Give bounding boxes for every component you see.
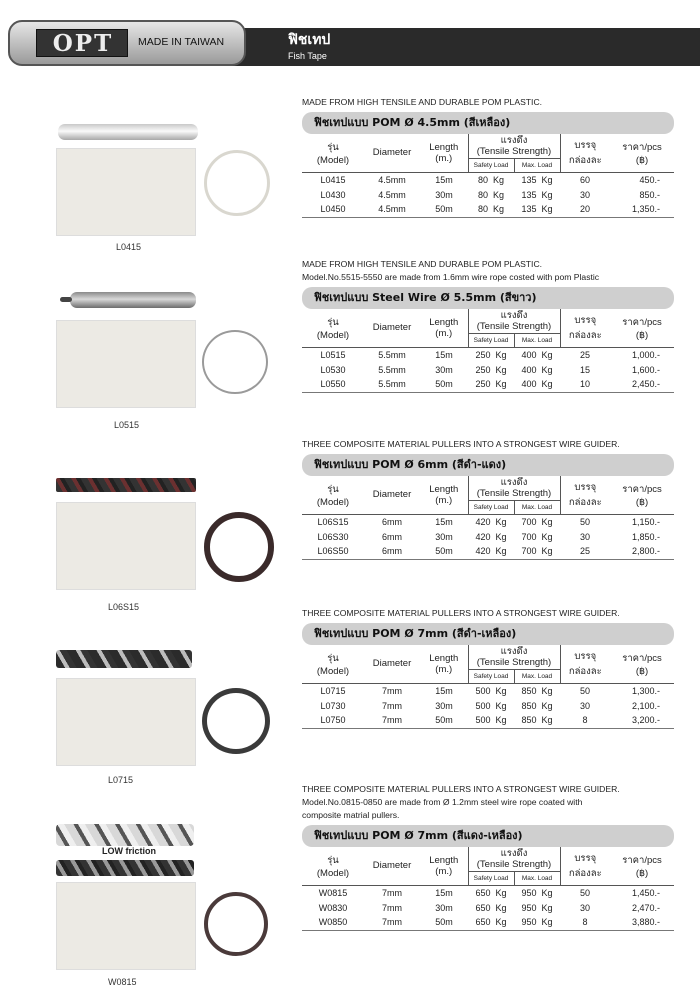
cell-model: L06S15 xyxy=(317,516,349,527)
cell-diameter: 6mm xyxy=(382,516,402,527)
cell-pack: 30 xyxy=(579,189,590,200)
col-header-pack xyxy=(560,476,610,514)
col-header-price-label: ราคา/pcs xyxy=(622,483,662,495)
cell-safety-load: 420 Kg xyxy=(475,531,507,542)
rod-illustration xyxy=(70,292,196,308)
cell-price: 2,450.- xyxy=(610,377,674,392)
col-header-tensile-th: แรงดึง xyxy=(500,847,528,859)
col-header-price-unit: (฿) xyxy=(635,329,649,341)
col-header-pack-1: บรรจุ xyxy=(574,650,597,662)
cell-max-load: 950 Kg xyxy=(521,887,553,898)
cell-model: L0715 xyxy=(320,685,346,696)
cell-price: 2,470.- xyxy=(631,902,660,913)
cell-model: W0830 xyxy=(318,902,348,913)
cell-model: W0815 xyxy=(318,887,348,898)
col-header-diameter: Diameter xyxy=(364,309,420,347)
product-image-l0515 xyxy=(56,290,276,415)
cell-max-load: 400 Kg xyxy=(521,364,553,375)
cell-safety-load: 650 Kg xyxy=(468,915,514,930)
cell-price: 2,800.- xyxy=(610,544,674,559)
col-header-price-unit: (฿) xyxy=(635,665,649,677)
col-header-price xyxy=(610,134,674,172)
cell-length: 50m xyxy=(420,544,468,559)
page-header xyxy=(8,20,700,70)
brand-plate xyxy=(8,20,246,66)
product-section xyxy=(302,607,674,729)
col-header-max-load: Max. Load xyxy=(514,158,560,172)
cell-length: 50m xyxy=(420,377,468,392)
cell-length: 15m xyxy=(435,887,453,898)
made-in-label: MADE IN TAIWAN xyxy=(138,36,225,48)
section-heading: ฟิชเทปแบบ POM Ø 4.5mm (สีเหลือง) xyxy=(302,112,674,134)
section-description: MADE FROM HIGH TENSILE AND DURABLE POM PLASTIC. xyxy=(302,259,543,269)
col-header-length-unit: (m.) xyxy=(435,327,453,339)
cell-price: 1,150.- xyxy=(631,516,660,527)
cell-safety-load: 80 Kg xyxy=(468,202,514,217)
col-header-tensile xyxy=(468,134,560,158)
col-header-tensile-th: แรงดึง xyxy=(500,645,528,657)
cell-length: 30m xyxy=(435,902,453,913)
cell-diameter: 5.5mm xyxy=(378,349,406,360)
section-description: THREE COMPOSITE MATERIAL PULLERS INTO A STRONGEST WIRE GUIDER. xyxy=(302,608,620,618)
cell-max-load: 950 Kg xyxy=(521,902,553,913)
cell-max-load: 400 Kg xyxy=(514,377,560,392)
col-header-pack-2: กล่องละ xyxy=(568,867,602,879)
col-header-tensile-en: (Tensile Strength) xyxy=(476,320,552,332)
cell-pack: 30 xyxy=(579,531,590,542)
coil-illustration xyxy=(202,688,270,754)
cell-diameter: 7mm xyxy=(382,902,402,913)
product-photo xyxy=(56,502,196,590)
cell-safety-load: 250 Kg xyxy=(475,364,507,375)
col-header-tensile-en: (Tensile Strength) xyxy=(476,145,552,157)
cell-price: 1,300.- xyxy=(631,685,660,696)
cell-max-load: 135 Kg xyxy=(521,174,553,185)
cell-diameter: 4.5mm xyxy=(378,189,406,200)
cell-pack: 10 xyxy=(560,377,610,392)
cell-diameter: 5.5mm xyxy=(378,364,406,375)
cell-pack: 50 xyxy=(579,887,590,898)
col-header-model-th: รุ่น xyxy=(327,141,339,153)
col-header-tensile-th: แรงดึง xyxy=(500,134,528,146)
cell-diameter: 7mm xyxy=(382,700,402,711)
rod-illustration xyxy=(58,124,198,140)
cell-price: 1,000.- xyxy=(631,349,660,360)
col-header-pack-1: บรรจุ xyxy=(574,481,597,493)
cell-safety-load: 420 Kg xyxy=(468,544,514,559)
col-header-safety-load: Safety Load xyxy=(468,333,514,347)
braided-rod-illustration xyxy=(56,650,192,668)
brand-logo xyxy=(36,29,128,57)
cell-model: L0550 xyxy=(302,377,364,392)
col-header-model-en: (Model) xyxy=(316,329,350,341)
table-row xyxy=(302,347,674,362)
cell-safety-load: 650 Kg xyxy=(475,887,507,898)
cell-pack: 20 xyxy=(560,202,610,217)
table-row xyxy=(302,698,674,713)
cell-length: 30m xyxy=(435,700,453,711)
section-heading: ฟิชเทปแบบ POM Ø 7mm (สีดำ-เหลือง) xyxy=(302,623,674,645)
cell-safety-load: 250 Kg xyxy=(468,377,514,392)
product-image-l0415 xyxy=(56,120,276,240)
product-label: L0415 xyxy=(116,242,142,252)
spec-table xyxy=(302,309,674,393)
cell-length: 50m xyxy=(420,202,468,217)
cell-safety-load: 80 Kg xyxy=(477,189,505,200)
col-header-price xyxy=(610,645,674,683)
col-header-length-label: Length xyxy=(429,854,459,866)
braided-rod-illustration xyxy=(56,478,196,492)
table-row xyxy=(302,187,674,202)
cell-pack: 25 xyxy=(560,544,610,559)
cell-price: 3,880.- xyxy=(610,915,674,930)
product-section xyxy=(302,96,674,218)
col-header-max-load: Max. Load xyxy=(514,500,560,514)
cell-price: 2,100.- xyxy=(631,700,660,711)
col-header-length xyxy=(420,847,468,885)
section-description: composite matrial pullers. xyxy=(302,810,400,820)
col-header-safety-load: Safety Load xyxy=(468,669,514,683)
table-row xyxy=(302,377,674,392)
cell-pack: 8 xyxy=(560,713,610,728)
col-header-tensile-en: (Tensile Strength) xyxy=(476,656,552,668)
cell-safety-load: 500 Kg xyxy=(475,700,507,711)
braided-rod-illustration xyxy=(56,860,194,876)
col-header-pack-1: บรรจุ xyxy=(574,139,597,151)
col-header-diameter: Diameter xyxy=(364,847,420,885)
col-header-pack xyxy=(560,645,610,683)
cell-max-load: 135 Kg xyxy=(514,202,560,217)
col-header-pack-2: กล่องละ xyxy=(568,665,602,677)
cell-diameter: 7mm xyxy=(364,713,420,728)
cell-diameter: 4.5mm xyxy=(378,174,406,185)
page-title-thai: ฟิชเทป xyxy=(288,32,331,48)
coil-illustration xyxy=(204,892,268,956)
col-header-tensile-th: แรงดึง xyxy=(500,476,528,488)
col-header-length-unit: (m.) xyxy=(435,152,453,164)
cell-length: 30m xyxy=(435,189,453,200)
cell-pack: 15 xyxy=(579,364,590,375)
cell-max-load: 135 Kg xyxy=(521,189,553,200)
spec-table xyxy=(302,847,674,931)
col-header-model-en: (Model) xyxy=(316,665,350,677)
col-header-tensile xyxy=(468,847,560,871)
col-header-price-label: ราคา/pcs xyxy=(622,141,662,153)
braided-rod-illustration xyxy=(56,824,194,846)
page-title-english: Fish Tape xyxy=(288,51,327,61)
cell-diameter: 7mm xyxy=(382,685,402,696)
cell-safety-load: 500 Kg xyxy=(468,713,514,728)
col-header-price-label: ราคา/pcs xyxy=(622,854,662,866)
product-label: W0815 xyxy=(108,977,137,987)
cell-max-load: 850 Kg xyxy=(514,713,560,728)
col-header-length xyxy=(420,645,468,683)
product-label: L0515 xyxy=(114,420,140,430)
table-row xyxy=(302,683,674,698)
product-photo xyxy=(56,678,196,766)
cell-max-load: 700 Kg xyxy=(514,544,560,559)
cell-model: W0850 xyxy=(302,915,364,930)
col-header-model xyxy=(302,847,364,885)
cell-length: 30m xyxy=(435,531,453,542)
product-label: L0715 xyxy=(108,775,134,785)
col-header-length-label: Length xyxy=(429,316,459,328)
col-header-model xyxy=(302,309,364,347)
col-header-price xyxy=(610,476,674,514)
cell-diameter: 7mm xyxy=(364,915,420,930)
col-header-model-en: (Model) xyxy=(316,154,350,166)
cell-model: L0515 xyxy=(320,349,346,360)
col-header-tensile xyxy=(468,645,560,669)
cell-length: 15m xyxy=(435,516,453,527)
col-header-length xyxy=(420,309,468,347)
table-row xyxy=(302,362,674,377)
cell-max-load: 400 Kg xyxy=(521,349,553,360)
cell-diameter: 4.5mm xyxy=(364,202,420,217)
cell-pack: 25 xyxy=(579,349,590,360)
col-header-max-load: Max. Load xyxy=(514,669,560,683)
table-row xyxy=(302,713,674,728)
col-header-diameter: Diameter xyxy=(364,476,420,514)
cell-price: 1,850.- xyxy=(631,531,660,542)
cell-length: 30m xyxy=(435,364,453,375)
col-header-price-unit: (฿) xyxy=(635,154,649,166)
product-image-l06s15 xyxy=(56,474,276,599)
cell-diameter: 7mm xyxy=(382,887,402,898)
cell-safety-load: 80 Kg xyxy=(477,174,505,185)
col-header-length xyxy=(420,476,468,514)
cell-pack: 50 xyxy=(579,685,590,696)
cell-max-load: 950 Kg xyxy=(514,915,560,930)
col-header-length-label: Length xyxy=(429,141,459,153)
col-header-pack-2: กล่องละ xyxy=(568,496,602,508)
cell-diameter: 6mm xyxy=(364,544,420,559)
col-header-model-en: (Model) xyxy=(316,496,350,508)
cell-model: L0730 xyxy=(320,700,346,711)
cell-max-load: 700 Kg xyxy=(521,531,553,542)
cell-pack: 50 xyxy=(579,516,590,527)
table-row xyxy=(302,915,674,930)
table-row xyxy=(302,529,674,544)
table-row xyxy=(302,172,674,187)
col-header-tensile-en: (Tensile Strength) xyxy=(476,487,552,499)
section-heading: ฟิชเทปแบบ Steel Wire Ø 5.5mm (สีขาว) xyxy=(302,287,674,309)
cell-price: 1,450.- xyxy=(631,887,660,898)
cell-length: 15m xyxy=(435,174,453,185)
col-header-model-th: รุ่น xyxy=(327,483,339,495)
spec-table xyxy=(302,645,674,729)
section-description: THREE COMPOSITE MATERIAL PULLERS INTO A STRONGEST WIRE GUIDER. xyxy=(302,784,620,794)
section-description: Model.No.0815-0850 are made from Ø 1.2mm steel wire rope coated with xyxy=(302,797,583,807)
product-section xyxy=(302,783,674,931)
product-photo xyxy=(56,148,196,236)
cell-model: L06S50 xyxy=(302,544,364,559)
cell-model: L0750 xyxy=(302,713,364,728)
cell-price: 850.- xyxy=(639,189,660,200)
col-header-diameter: Diameter xyxy=(364,645,420,683)
col-header-diameter: Diameter xyxy=(364,134,420,172)
cell-safety-load: 250 Kg xyxy=(475,349,507,360)
cell-pack: 30 xyxy=(579,700,590,711)
cell-pack: 30 xyxy=(579,902,590,913)
col-header-pack-1: บรรจุ xyxy=(574,852,597,864)
cell-max-load: 700 Kg xyxy=(521,516,553,527)
section-description: THREE COMPOSITE MATERIAL PULLERS INTO A STRONGEST WIRE GUIDER. xyxy=(302,439,620,449)
product-photo xyxy=(56,320,196,408)
col-header-length-label: Length xyxy=(429,483,459,495)
cell-pack: 60 xyxy=(579,174,590,185)
cell-diameter: 5.5mm xyxy=(364,377,420,392)
spec-table xyxy=(302,134,674,218)
product-photo xyxy=(56,882,196,970)
table-row xyxy=(302,514,674,529)
cell-max-load: 850 Kg xyxy=(521,685,553,696)
cell-model: L0530 xyxy=(320,364,346,375)
col-header-length xyxy=(420,134,468,172)
low-friction-caption: LOW friction xyxy=(102,846,156,856)
table-row xyxy=(302,202,674,217)
section-description: MADE FROM HIGH TENSILE AND DURABLE POM PLASTIC. xyxy=(302,97,543,107)
wire-tip xyxy=(60,297,72,302)
col-header-tensile xyxy=(468,309,560,333)
col-header-tensile xyxy=(468,476,560,500)
product-image-l0715 xyxy=(56,648,276,773)
col-header-price xyxy=(610,847,674,885)
col-header-model-th: รุ่น xyxy=(327,316,339,328)
col-header-price xyxy=(610,309,674,347)
product-section xyxy=(302,258,674,393)
cell-price: 450.- xyxy=(639,174,660,185)
section-heading: ฟิชเทปแบบ POM Ø 7mm (สีแดง-เหลือง) xyxy=(302,825,674,847)
col-header-model xyxy=(302,645,364,683)
section-description: Model.No.5515-5550 are made from 1.6mm wire rope costed with pom Plastic xyxy=(302,272,600,282)
cell-model: L06S30 xyxy=(317,531,349,542)
cell-length: 15m xyxy=(435,685,453,696)
table-row xyxy=(302,544,674,559)
coil-illustration xyxy=(202,330,268,394)
col-header-model xyxy=(302,134,364,172)
col-header-max-load: Max. Load xyxy=(514,333,560,347)
cell-price: 1,350.- xyxy=(610,202,674,217)
cell-model: L0450 xyxy=(302,202,364,217)
cell-diameter: 6mm xyxy=(382,531,402,542)
cell-length: 50m xyxy=(420,915,468,930)
table-row xyxy=(302,885,674,900)
coil-illustration xyxy=(204,150,270,216)
col-header-price-label: ราคา/pcs xyxy=(622,652,662,664)
col-header-length-unit: (m.) xyxy=(435,663,453,675)
col-header-price-unit: (฿) xyxy=(635,867,649,879)
col-header-length-unit: (m.) xyxy=(435,494,453,506)
col-header-model-en: (Model) xyxy=(316,867,350,879)
cell-model: L0415 xyxy=(320,174,346,185)
col-header-model-th: รุ่น xyxy=(327,652,339,664)
cell-safety-load: 420 Kg xyxy=(475,516,507,527)
cell-model: L0430 xyxy=(320,189,346,200)
col-header-pack xyxy=(560,309,610,347)
col-header-pack-2: กล่องละ xyxy=(568,154,602,166)
col-header-length-label: Length xyxy=(429,652,459,664)
cell-length: 15m xyxy=(435,349,453,360)
col-header-price-unit: (฿) xyxy=(635,496,649,508)
cell-safety-load: 500 Kg xyxy=(475,685,507,696)
spec-table xyxy=(302,476,674,560)
col-header-tensile-th: แรงดึง xyxy=(500,309,528,321)
col-header-safety-load: Safety Load xyxy=(468,500,514,514)
cell-max-load: 850 Kg xyxy=(521,700,553,711)
product-label: L06S15 xyxy=(108,602,140,612)
cell-safety-load: 650 Kg xyxy=(475,902,507,913)
cell-price: 3,200.- xyxy=(610,713,674,728)
col-header-pack xyxy=(560,847,610,885)
col-header-pack-1: บรรจุ xyxy=(574,314,597,326)
cell-length: 50m xyxy=(420,713,468,728)
product-image-w0815 xyxy=(56,822,276,972)
section-heading: ฟิชเทปแบบ POM Ø 6mm (สีดำ-แดง) xyxy=(302,454,674,476)
col-header-pack xyxy=(560,134,610,172)
col-header-pack-2: กล่องละ xyxy=(568,329,602,341)
col-header-model-th: รุ่น xyxy=(327,854,339,866)
brand-logo-text: OPT xyxy=(52,30,114,57)
col-header-safety-load: Safety Load xyxy=(468,158,514,172)
coil-illustration xyxy=(204,512,274,582)
col-header-price-label: ราคา/pcs xyxy=(622,316,662,328)
cell-price: 1,600.- xyxy=(631,364,660,375)
table-row xyxy=(302,900,674,915)
col-header-model xyxy=(302,476,364,514)
col-header-max-load: Max. Load xyxy=(514,871,560,885)
product-section xyxy=(302,438,674,560)
col-header-tensile-en: (Tensile Strength) xyxy=(476,858,552,870)
cell-pack: 8 xyxy=(560,915,610,930)
col-header-safety-load: Safety Load xyxy=(468,871,514,885)
col-header-length-unit: (m.) xyxy=(435,865,453,877)
